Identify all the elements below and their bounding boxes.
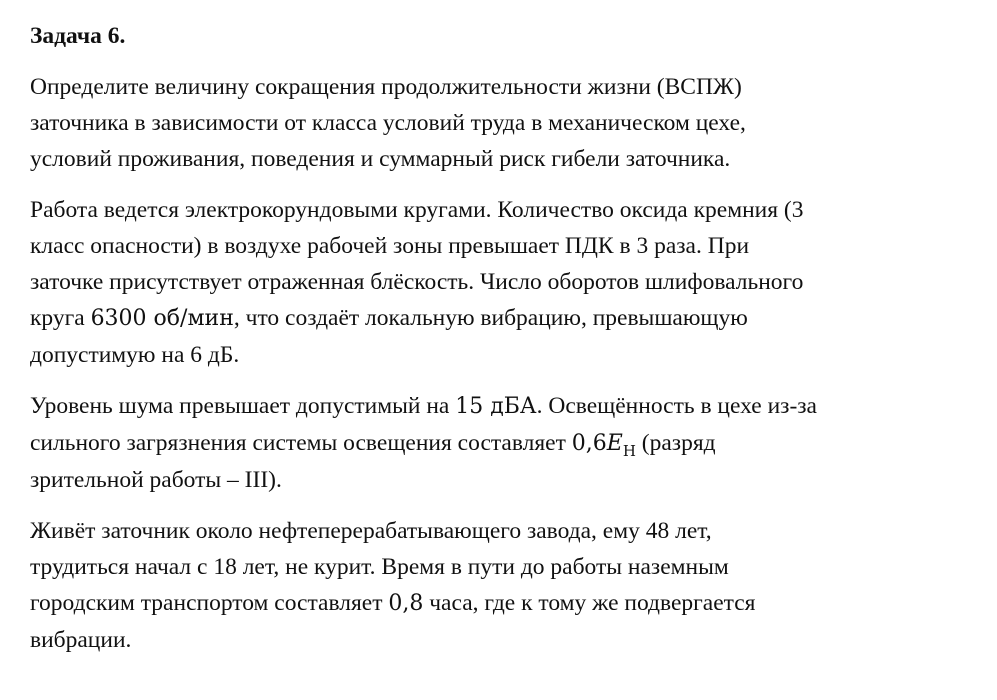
text-span: . Освещённость в цехе из-за [536,393,817,419]
text-line: заточке присутствует отраженная блёскость. Число оборотов шлифовального [30,269,804,295]
text-line [30,300,970,337]
text-line: Определите величину сокращения продолжительности жизни (ВСПЖ) [30,74,742,100]
paragraph-noise-lighting [30,388,970,498]
text-line: трудиться начал с 18 лет, не курит. Время в пути до работы наземным [30,554,729,580]
text-line: класс опасности) в воздухе рабочей зоны превышает ПДК в 3 раза. При [30,233,750,259]
task-title: Задача 6. [30,23,126,49]
commute-time-value: 0,8 [388,591,424,616]
text-line: условий проживания, поведения и суммарный риск гибели заточника. [30,146,731,172]
text-span: городским транспортом составляет [30,590,389,616]
text-line [30,425,970,462]
text-span: круга [30,305,91,331]
text-span: сильного загрязнения системы освещения составляет [30,430,572,456]
text-line: Работа ведется электрокорундовыми кругами. Количество оксида кремния (3 [30,197,804,223]
paragraph-living-conditions [30,513,970,658]
text-line [30,585,970,622]
paragraph-work-conditions [30,192,970,373]
text-line: вибрации. [30,627,132,653]
text-line: допустимую на 6 дБ. [30,342,240,368]
text-span: Уровень шума превышает допустимый на [30,393,456,419]
noise-value: 15 дБА [455,394,537,419]
text-line: заточника в зависимости от класса условий труда в механическом цехе, [30,110,746,136]
text-span: (разряд [635,430,716,456]
paragraph-task-statement [30,69,970,177]
illuminance-variable: E [606,431,623,456]
text-line [30,388,970,425]
task-document [30,18,970,673]
text-span: часа, где к тому же подвергается [423,590,756,616]
text-line: зрительной работы – III). [30,467,282,493]
illuminance-coefficient: 0,6 [571,431,607,456]
text-span: , что создаёт локальную вибрацию, превышающую [233,305,748,331]
illuminance-subscript: Н [622,442,636,460]
rpm-value: 6300 об/мин [90,306,234,331]
text-line: Живёт заточник около нефтеперерабатывающего завода, ему 48 лет, [30,518,712,544]
